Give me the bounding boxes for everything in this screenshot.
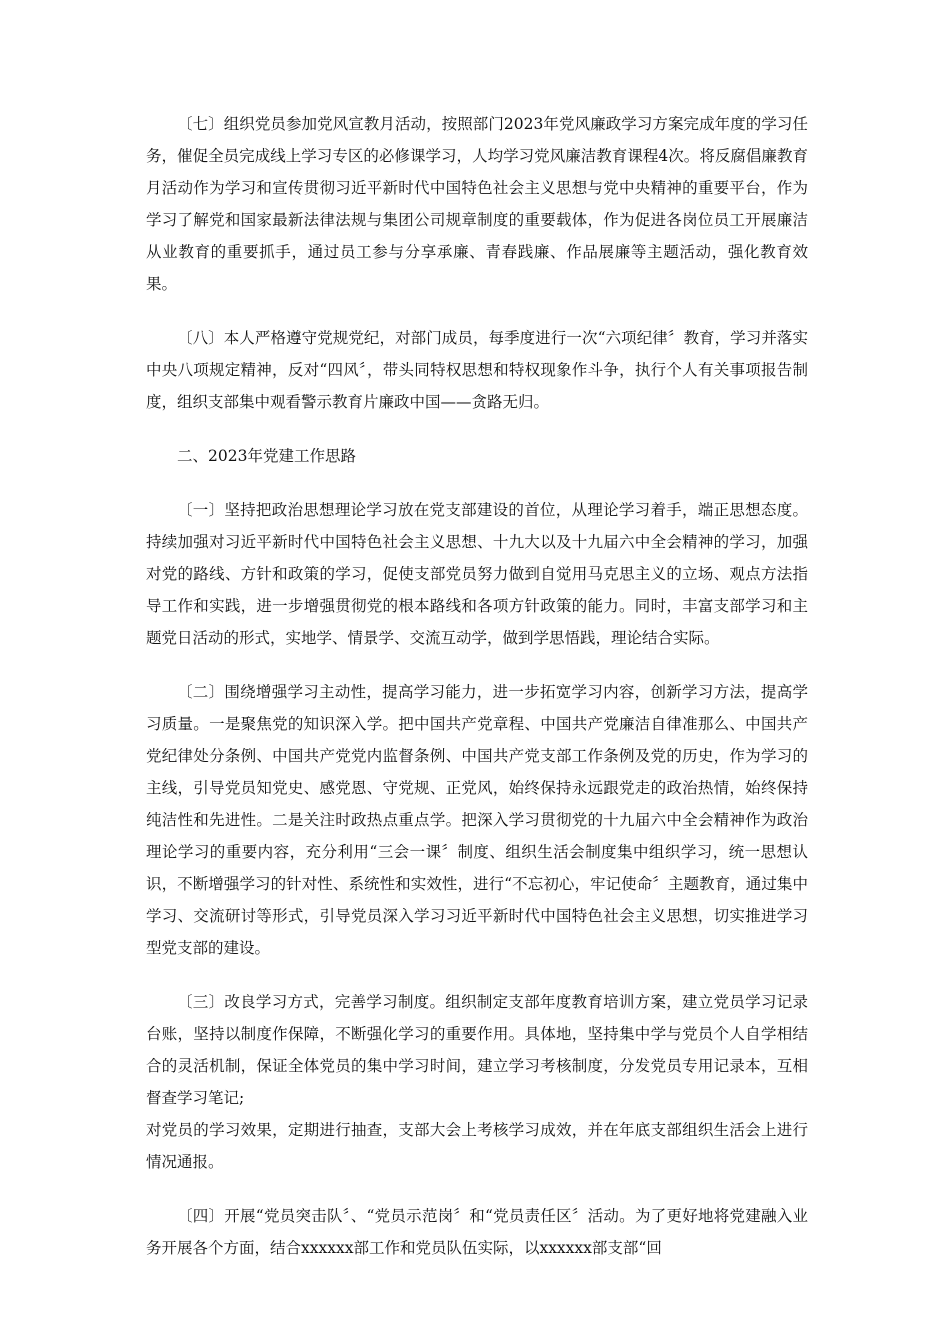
document-body <box>146 108 808 1264</box>
paragraph-section-8: 〔八〕本人严格遵守党规党纪，对部门成员，每季度进行一次“六项纪律〞教育，学习并落实中央八项规定精神，反对“四风〞，带头同特权思想和特权现象作斗争，执行个人有关事项报告制度，组织支部集中观看警示教育片廉政中国——贪路无归。 <box>146 329 808 411</box>
paragraph-item-1: 〔一〕坚持把政治思想理论学习放在党支部建设的首位，从理论学习着手，端正思想态度。持续加强对习近平新时代中国特色社会主义思想、十九大以及十九届六中全会精神的学习，加强对党的路线、方针和政策的学习，促使支部党员努力做到自觉用马克思主义的立场、观点方法指导工作和实践，进一步增强贯彻党的根本路线和各项方针政策的能力。同时，丰富支部学习和主题党日活动的形式，实地学、情景学、交流互动学，做到学思悟践，理论结合实际。 <box>146 501 808 647</box>
paragraph-item-4: 〔四〕开展“党员突击队〞、“党员示范岗〞和“党员责任区〞活动。为了更好地将党建融入业务开展各个方面，结合xxxxxx部工作和党员队伍实际，以xxxxxx部支部“回 <box>146 1207 808 1257</box>
paragraph-section-7: 〔七〕组织党员参加党风宣教月活动，按照部门2023年党风廉政学习方案完成年度的学习任务，催促全员完成线上学习专区的必修课学习，人均学习党风廉洁教育课程4次。将反腐倡廉教育月活动作为学习和宣传贯彻习近平新时代中国特色社会主义思想与党中央精神的重要平台，作为学习了解党和国家最新法律法规与集团公司规章制度的重要载体，作为促进各岗位员工开展廉洁从业教育的重要抓手，通过员工参与分享承廉、青春践廉、作品展廉等主题活动，强化教育效果。 <box>146 115 808 293</box>
paragraph-item-3: 〔三〕改良学习方式，完善学习制度。组织制定支部年度教育培训方案，建立党员学习记录台账，坚持以制度作保障，不断强化学习的重要作用。具体地，坚持集中学与党员个人自学相结合的灵活机制，保证全体党员的集中学习时间，建立学习考核制度，分发党员专用记录本，互相督查学习笔记; <box>146 993 808 1107</box>
paragraph-item-2: 〔二〕围绕增强学习主动性，提高学习能力，进一步拓宽学习内容，创新学习方法，提高学习质量。一是聚焦党的知识深入学。把中国共产党章程、中国共产党廉洁自律准那么、中国共产党纪律处分条例、中国共产党党内监督条例、中国共产党支部工作条例及党的历史，作为学习的主线，引导党员知党史、感党恩、守党规、正党风，始终保持永远跟党走的政治热情，始终保持纯洁性和先进性。二是关注时政热点重点学。把深入学习贯彻党的十九届六中全会精神作为政治理论学习的重要内容，充分利用“三会一课〞制度、组织生活会制度集中组织学习，统一思想认识，不断增强学习的针对性、系统性和实效性，进行“不忘初心，牢记使命〞主题教育，通过集中学习、交流研讨等形式，引导党员深入学习习近平新时代中国特色社会主义思想，切实推进学习型党支部的建设。 <box>146 683 808 957</box>
paragraph-item-3-continued: 对党员的学习效果，定期进行抽查，支部大会上考核学习成效，并在年底支部组织生活会上进行情况通报。 <box>146 1121 808 1171</box>
section-heading-2023-work-plan: 二、2023年党建工作思路 <box>177 447 356 465</box>
